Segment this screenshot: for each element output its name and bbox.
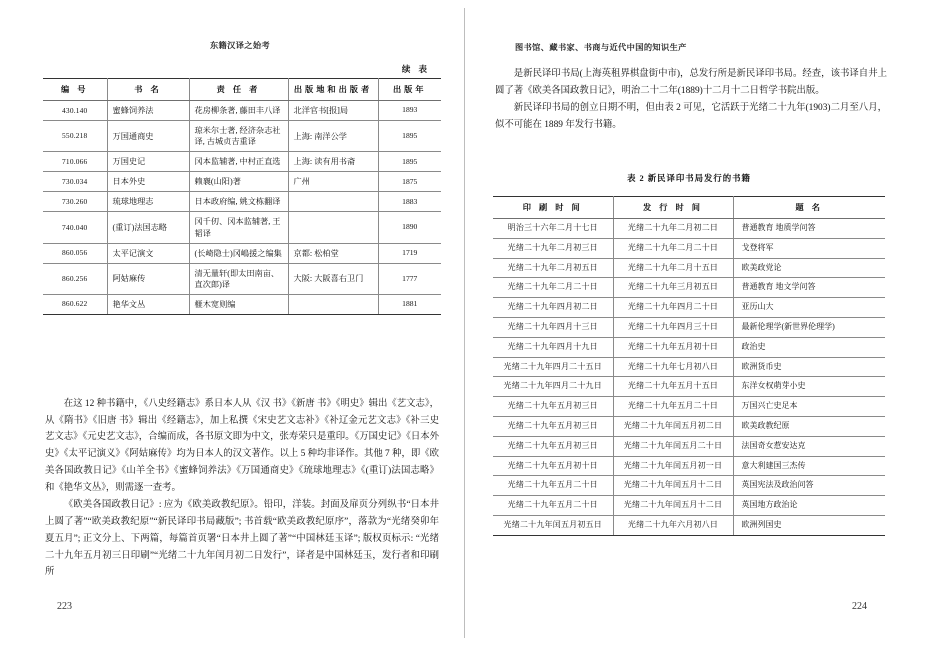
cell-issue-date: 光绪二十九年三月初五日 [613, 278, 733, 298]
cell-issue-date: 光绪二十九年二月二十日 [613, 238, 733, 258]
table-row [493, 397, 885, 417]
cell-place-publisher [288, 192, 378, 212]
cell-print-date: 光绪二十九年闰五月初五日 [493, 516, 613, 536]
cell-year: 1893 [378, 101, 441, 121]
cell-number: 730.260 [43, 192, 107, 212]
cell-number: 860.256 [43, 263, 107, 294]
cell-number: 430.140 [43, 101, 107, 121]
right-table-body [493, 219, 885, 536]
paragraph: 《欧美各国政教日记》: 应为《欧美政教纪原》。铅印，洋装。封面及扉页分列纵书“日本井上圆了著”“欧美政教纪原”“新民译印书局藏版”; 书首载“欧美政教纪原序”，落款为“光绪癸卯年夏五月”; 正文分上、下两篇，每篇首页署“日本井上圆了著”“中国林廷玉译”; 版权页标示: “光绪二十九年五月初三日印刷”“光绪二十九年闰月初二日发行”，译者是中国林廷玉，发行者和印刷所 [45, 500, 439, 578]
left-page [15, 0, 465, 646]
cell-issue-date: 光绪二十九年四月二十日 [613, 298, 733, 318]
table-row [43, 263, 441, 294]
cell-issue-date: 光绪二十九年五月初十日 [613, 337, 733, 357]
table-row [493, 238, 885, 258]
col-header-responsible: 责 任 者 [189, 79, 288, 101]
table-row [43, 172, 441, 192]
paragraph: 在这 12 种书籍中，《八史经籍志》系日本人从《汉 书》《新唐 书》《明史》辑出《艺文志》，从《隋书》《旧唐 书》辑出《经籍志》，加上私撰《宋史艺文志补》《补辽金元艺文志》《补三史艺文志》《元史艺文志》，合编而成，各书原文即为中文，张寿荣只是重印。《万国史记》《日本外史》《太平记演义》《阿姑麻传》均为日本人的汉文著作。以上 5 种均非译作。其他 7 种，即《欧美各国政教日记》《山羊全书》《蜜蜂饲养法》《万国通商史》《琉球地理志》《(重订)法国志略》和《艳华文丛》，则需逐一查考。 [45, 399, 439, 493]
cell-issue-date: 光绪二十九年七月初八日 [613, 357, 733, 377]
cell-issue-date: 光绪二十九年闰五月初二日 [613, 417, 733, 437]
cell-print-date: 光绪二十九年二月初五日 [493, 258, 613, 278]
cell-year: 1719 [378, 243, 441, 263]
cell-issue-date: 光绪二十九年六月初八日 [613, 516, 733, 536]
cell-book-title: 英国地方政治论 [733, 496, 885, 516]
left-table-body [43, 101, 441, 315]
left-book-table [43, 78, 441, 315]
cell-title: 万国史记 [107, 152, 189, 172]
col-header-print-date: 印 刷 时 间 [493, 197, 613, 219]
left-running-head: 东籍汉译之始考 [209, 41, 271, 50]
right-book-table-container [493, 196, 885, 536]
cell-place-publisher: 广州 [288, 172, 378, 192]
table-row [493, 456, 885, 476]
cell-print-date: 光绪二十九年五月二十日 [493, 476, 613, 496]
table-row [43, 152, 441, 172]
right-book-table [493, 196, 885, 536]
cell-book-title: 最新伦理学(新世界伦理学) [733, 318, 885, 338]
cell-book-title: 法国奇女惹安达克 [733, 436, 885, 456]
cell-responsible: 冈千仞、冈本监辅著, 王韬译 [189, 212, 288, 243]
table-row [493, 219, 885, 239]
paragraph: 是新民译印书局(上海英租界棋盘街中市)，总发行所是新民译印书局。经查，该书译自井上圆了著《欧美各国政教日记》，明治二十二年(1889)十二月十二日哲学书院出版。 [495, 69, 887, 96]
col-header-book-title: 题 名 [733, 197, 885, 219]
cell-year: 1890 [378, 212, 441, 243]
col-header-place-publisher: 出版地和出版者 [288, 79, 378, 101]
cell-issue-date: 光绪二十九年二月十五日 [613, 258, 733, 278]
cell-book-title: 戈登将军 [733, 238, 885, 258]
cell-year: 1777 [378, 263, 441, 294]
table-row [493, 298, 885, 318]
cell-print-date: 光绪二十九年五月初三日 [493, 417, 613, 437]
cell-print-date: 光绪二十九年五月初十日 [493, 456, 613, 476]
cell-place-publisher [288, 212, 378, 243]
cell-print-date: 光绪二十九年五月二十日 [493, 496, 613, 516]
cell-issue-date: 光绪二十九年四月三十日 [613, 318, 733, 338]
cell-responsible: 赖襄(山阳)著 [189, 172, 288, 192]
left-table-header-row [43, 79, 441, 101]
right-table-head [493, 197, 885, 219]
cell-book-title: 普通教育 地质学问答 [733, 219, 885, 239]
col-header-number: 编 号 [43, 79, 107, 101]
right-table-header-row [493, 197, 885, 219]
cell-issue-date: 光绪二十九年闰五月初一日 [613, 456, 733, 476]
cell-print-date: 光绪二十九年四月十九日 [493, 337, 613, 357]
cell-issue-date: 光绪二十九年闰五月十二日 [613, 476, 733, 496]
cell-book-title: 政治史 [733, 337, 885, 357]
cell-responsible: (长崎隐士)冈嶋援之编集 [189, 243, 288, 263]
table-row [43, 294, 441, 314]
cell-print-date: 光绪二十九年四月二十九日 [493, 377, 613, 397]
cell-responsible: 冈本监辅著, 中村正直选 [189, 152, 288, 172]
col-header-title: 书 名 [107, 79, 189, 101]
right-running-head: 图书馆、藏书家、书商与近代中国的知识生产 [515, 43, 687, 52]
cell-number: 740.040 [43, 212, 107, 243]
col-header-issue-date: 发 行 时 间 [613, 197, 733, 219]
cell-issue-date: 光绪二十九年闰五月十二日 [613, 496, 733, 516]
cell-number: 730.034 [43, 172, 107, 192]
cell-title: 太平记演文 [107, 243, 189, 263]
cell-number: 860.622 [43, 294, 107, 314]
cell-place-publisher: 大阪: 大阪喜右卫门 [288, 263, 378, 294]
cell-issue-date: 光绪二十九年闰五月二十日 [613, 436, 733, 456]
cell-book-title: 普通教育 地文学问答 [733, 278, 885, 298]
table-row [493, 318, 885, 338]
table-row [493, 417, 885, 437]
cell-responsible: 日本政府编, 姚文栋翻译 [189, 192, 288, 212]
cell-responsible: 花房柳条著, 藤田丰八译 [189, 101, 288, 121]
left-book-table-container [43, 78, 441, 315]
left-table-head [43, 79, 441, 101]
cell-print-date: 光绪二十九年五月初三日 [493, 436, 613, 456]
cell-title: 琉球地理志 [107, 192, 189, 212]
cell-place-publisher: 上海: 南洋公学 [288, 121, 378, 152]
cell-responsible: 清无量轩(即太田南亩、直次郎)译 [189, 263, 288, 294]
cell-year: 1883 [378, 192, 441, 212]
cell-number: 710.066 [43, 152, 107, 172]
cell-issue-date: 光绪二十九年二月初二日 [613, 219, 733, 239]
cell-place-publisher: 北洋官书[报]局 [288, 101, 378, 121]
cell-book-title: 英国宪法及政治问答 [733, 476, 885, 496]
cell-year: 1881 [378, 294, 441, 314]
table-row [493, 258, 885, 278]
right-page-number: 224 [852, 601, 867, 612]
cell-title: 万国通商史 [107, 121, 189, 152]
cell-title: 日本外史 [107, 172, 189, 192]
cell-place-publisher [288, 294, 378, 314]
cell-print-date: 光绪二十九年四月十三日 [493, 318, 613, 338]
table-row [493, 496, 885, 516]
cell-print-date: 光绪二十九年二月二十日 [493, 278, 613, 298]
cell-book-title: 意大利建国三杰传 [733, 456, 885, 476]
table-row [493, 476, 885, 496]
table-row [493, 436, 885, 456]
cell-book-title: 欧洲列国史 [733, 516, 885, 536]
cell-responsible: 榧木宽则编 [189, 294, 288, 314]
cell-print-date: 光绪二十九年五月初三日 [493, 397, 613, 417]
table-row [43, 243, 441, 263]
cell-title: 艳华文丛 [107, 294, 189, 314]
cell-print-date: 光绪二十九年四月初二日 [493, 298, 613, 318]
cell-book-title: 万国兴亡史足本 [733, 397, 885, 417]
cell-year: 1875 [378, 172, 441, 192]
cell-year: 1895 [378, 152, 441, 172]
cell-year: 1895 [378, 121, 441, 152]
cell-book-title: 欧洲货币史 [733, 357, 885, 377]
cell-book-title: 亚历山大 [733, 298, 885, 318]
left-body-text [45, 396, 439, 581]
right-page [465, 0, 913, 646]
cell-number: 860.056 [43, 243, 107, 263]
cell-place-publisher: 京都: 松柏堂 [288, 243, 378, 263]
cell-responsible: 琼米尔士著, 经济杂志社译, 古城贞吉重译 [189, 121, 288, 152]
table-row [43, 121, 441, 152]
right-body-text [495, 66, 887, 134]
cell-print-date: 光绪二十九年二月初三日 [493, 238, 613, 258]
cell-issue-date: 光绪二十九年五月十五日 [613, 377, 733, 397]
cell-title: 蜜蜂饲养法 [107, 101, 189, 121]
cell-print-date: 明治三十六年二月十七日 [493, 219, 613, 239]
table-row [493, 357, 885, 377]
right-table-caption: 表 2 新民译印书局发行的书籍 [627, 174, 751, 183]
table-row [43, 192, 441, 212]
left-page-number: 223 [57, 601, 72, 612]
table-row [43, 101, 441, 121]
cell-title: 阿姑麻传 [107, 263, 189, 294]
cell-book-title: 欧美政党论 [733, 258, 885, 278]
cell-book-title: 东洋女权萌芽小史 [733, 377, 885, 397]
cell-issue-date: 光绪二十九年五月二十日 [613, 397, 733, 417]
continued-table-label: 续 表 [401, 64, 430, 74]
cell-number: 550.218 [43, 121, 107, 152]
paragraph: 新民译印书局的创立日期不明，但由表 2 可见，它活跃于光绪二十九年(1903)二月至八月，似不可能在 1889 年发行书籍。 [495, 103, 887, 131]
table-row [493, 278, 885, 298]
cell-print-date: 光绪二十九年四月二十五日 [493, 357, 613, 377]
table-row [493, 516, 885, 536]
table-row [493, 377, 885, 397]
table-row [43, 212, 441, 243]
col-header-year: 出版年 [378, 79, 441, 101]
cell-book-title: 欧美政教纪原 [733, 417, 885, 437]
cell-place-publisher: 上海: 读有用书斋 [288, 152, 378, 172]
cell-title: (重订)法国志略 [107, 212, 189, 243]
table-row [493, 337, 885, 357]
